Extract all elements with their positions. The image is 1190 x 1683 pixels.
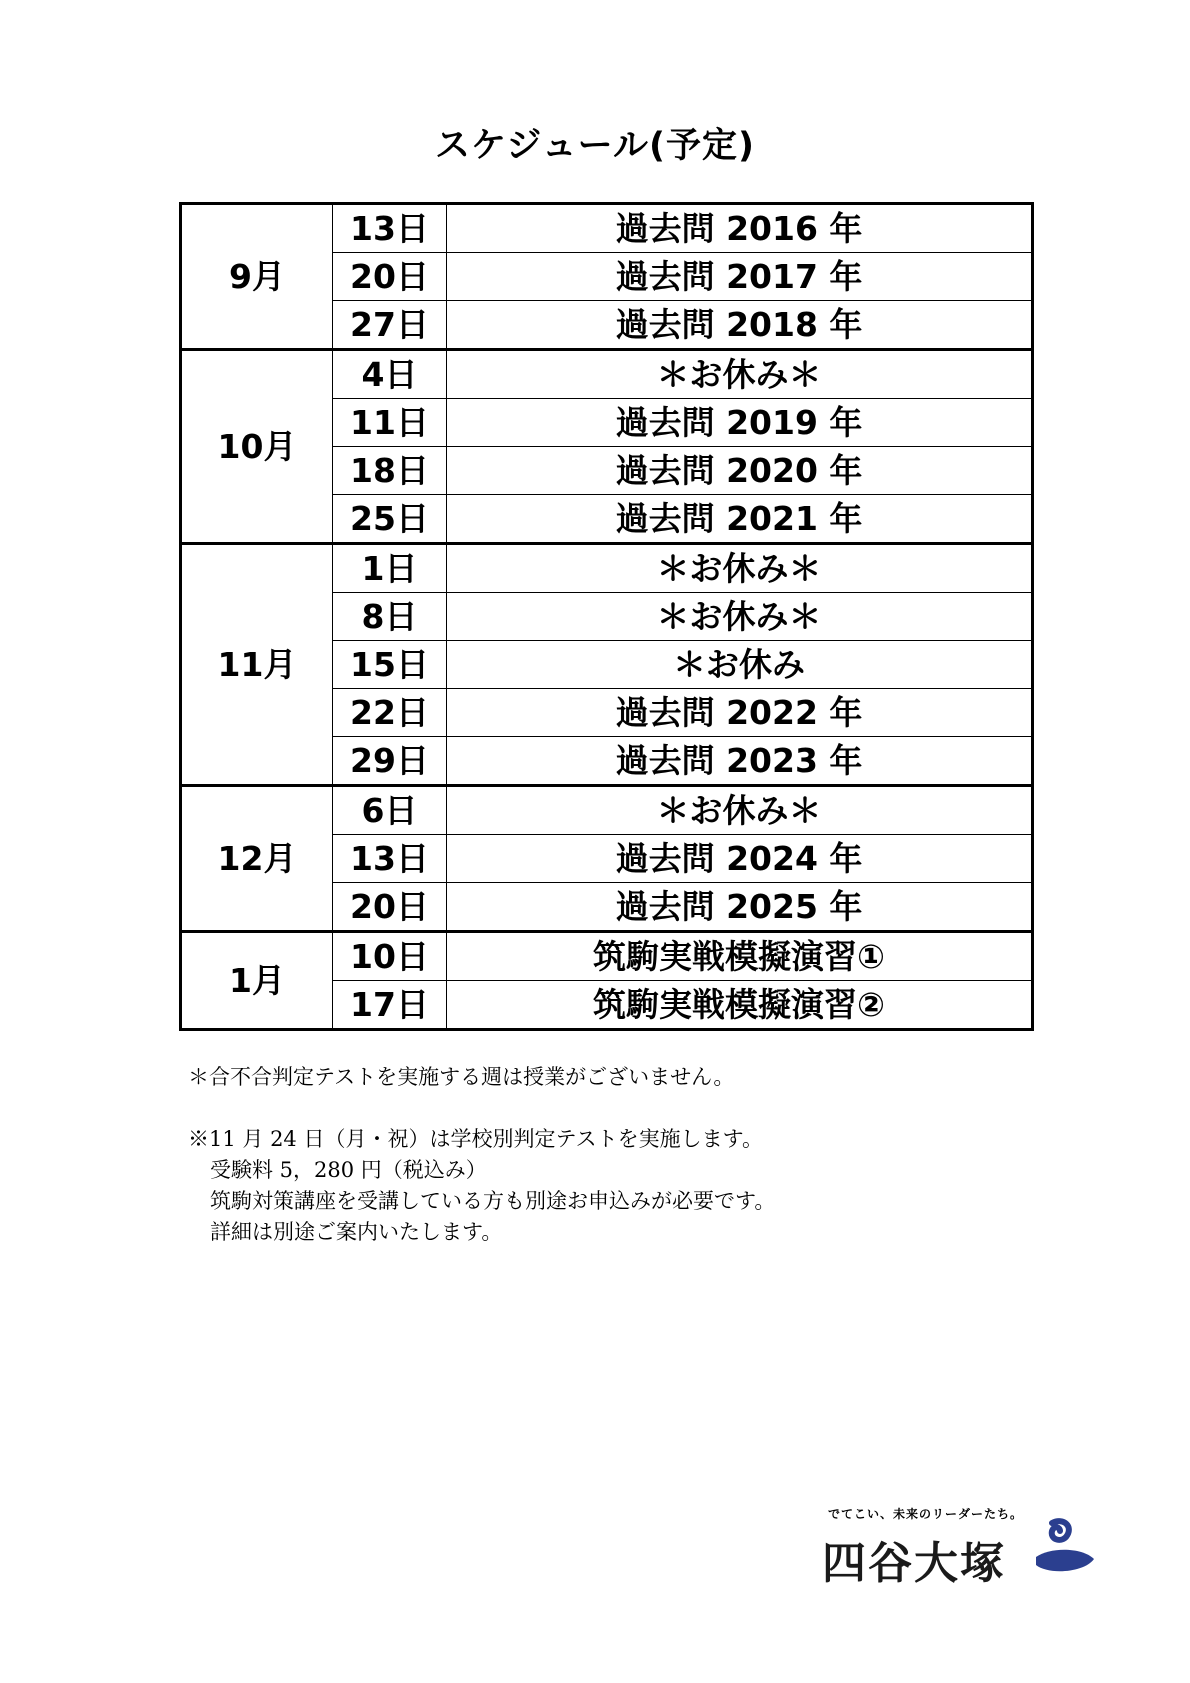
day-cell: 8日 — [333, 593, 447, 641]
table-row — [181, 932, 1033, 981]
content-cell: ＊お休み — [447, 641, 1033, 689]
logo-mark-icon — [1030, 1517, 1100, 1581]
day-cell: 10日 — [333, 932, 447, 981]
day-cell: 20日 — [333, 253, 447, 301]
day-cell: 25日 — [333, 495, 447, 544]
content-cell: ＊お休み＊ — [447, 786, 1033, 835]
schedule-table — [179, 202, 1034, 1031]
content-cell: 過去問 2024 年 — [447, 835, 1033, 883]
content-cell: ＊お休み＊ — [447, 350, 1033, 399]
note-no-class: ＊合不合判定テストを実施する週は授業がございません。 — [188, 1065, 735, 1089]
content-cell: 筑駒実戦模擬演習② — [447, 981, 1033, 1030]
content-cell: 過去問 2025 年 — [447, 883, 1033, 932]
month-cell: 12月 — [181, 786, 333, 932]
page-title: スケジュール(予定) — [435, 126, 755, 166]
day-cell: 4日 — [333, 350, 447, 399]
note-application: 筑駒対策講座を受講している方も別途お申込みが必要です。 — [210, 1189, 776, 1213]
day-cell: 29日 — [333, 737, 447, 786]
content-cell: 過去問 2019 年 — [447, 399, 1033, 447]
table-row — [181, 350, 1033, 399]
logo-tagline: でてこい、未来のリーダーたち。 — [828, 1507, 1024, 1521]
month-cell: 9月 — [181, 204, 333, 350]
day-cell: 18日 — [333, 447, 447, 495]
content-cell: 過去問 2020 年 — [447, 447, 1033, 495]
notes — [188, 1062, 775, 1248]
content-cell: 過去問 2017 年 — [447, 253, 1033, 301]
content-cell: 過去問 2016 年 — [447, 204, 1033, 253]
note-details: 詳細は別途ご案内いたします。 — [210, 1220, 503, 1244]
table-row — [181, 204, 1033, 253]
day-cell: 13日 — [333, 204, 447, 253]
logo-name: 四谷大塚 — [822, 1538, 1006, 1589]
month-cell: 10月 — [181, 350, 333, 544]
table-row — [181, 786, 1033, 835]
content-cell: 過去問 2021 年 — [447, 495, 1033, 544]
content-cell: 過去問 2023 年 — [447, 737, 1033, 786]
day-cell: 13日 — [333, 835, 447, 883]
note-fee: 受験料 5，280 円（税込み） — [210, 1158, 487, 1182]
month-cell: 1月 — [181, 932, 333, 1030]
content-cell: 筑駒実戦模擬演習① — [447, 932, 1033, 981]
day-cell: 6日 — [333, 786, 447, 835]
content-cell: ＊お休み＊ — [447, 593, 1033, 641]
content-cell: ＊お休み＊ — [447, 544, 1033, 593]
content-cell: 過去問 2022 年 — [447, 689, 1033, 737]
day-cell: 17日 — [333, 981, 447, 1030]
day-cell: 20日 — [333, 883, 447, 932]
content-cell: 過去問 2018 年 — [447, 301, 1033, 350]
month-cell: 11月 — [181, 544, 333, 786]
note-school-test: ※11 月 24 日（月・祝）は学校別判定テストを実施します。 — [188, 1127, 763, 1151]
table-row — [181, 544, 1033, 593]
day-cell: 1日 — [333, 544, 447, 593]
brand-logo — [822, 1505, 1102, 1589]
day-cell: 22日 — [333, 689, 447, 737]
day-cell: 15日 — [333, 641, 447, 689]
day-cell: 11日 — [333, 399, 447, 447]
day-cell: 27日 — [333, 301, 447, 350]
